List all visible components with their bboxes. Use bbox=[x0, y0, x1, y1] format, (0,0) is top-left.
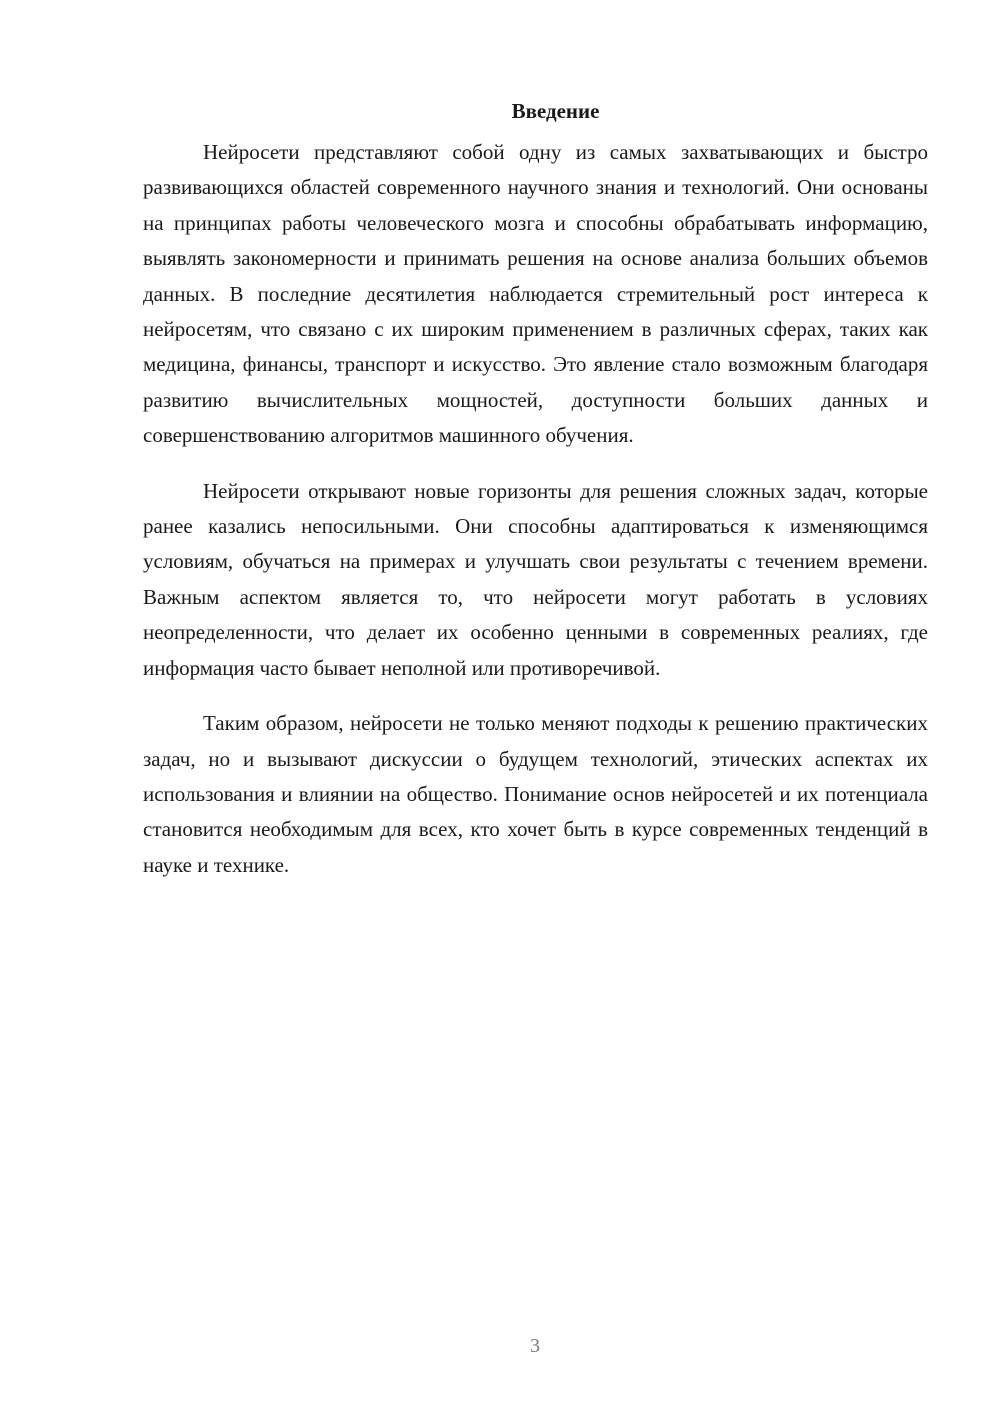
paragraph-3: Таким образом, нейросети не только меняют подходы к решению практических задач, но и вызывают дискуссии о будущем технологий, этических аспектах их использования и влиянии на общество. Понимание основ нейросетей и их потенциала становится необходимым для всех, кто хочет быть в курсе современных тенденций в науке и технике. bbox=[143, 711, 928, 877]
document-body bbox=[143, 95, 928, 903]
section-heading: Введение bbox=[511, 99, 600, 123]
paragraph-2: Нейросети открывают новые горизонты для решения сложных задач, которые ранее казались непосильными. Они способны адаптироваться к изменяющимся условиям, обучаться на примерах и улучшать свои результаты с течением времени. Важным аспектом является то, что нейросети могут работать в условиях неопределенности, что делает их особенно ценными в современных реалиях, где информация часто бывает неполной или противоречивой. bbox=[143, 478, 928, 680]
paragraph-1: Нейросети представляют собой одну из самых захватывающих и быстро развивающихся областей современного научного знания и технологий. Они основаны на принципах работы человеческого мозга и способны обрабатывать информацию, выявлять закономерности и принимать решения на основе анализа больших объемов данных. В последние десятилетия наблюдается стремительный рост интереса к нейросетям, что связано с их широким применением в различных сферах, таких как медицина, финансы, транспорт и искусство. Это явление стало возможным благодаря развитию вычислительных мощностей, доступности больших данных и совершенствованию алгоритмов машинного обучения. bbox=[143, 140, 928, 448]
page-number: 3 bbox=[530, 1335, 540, 1357]
